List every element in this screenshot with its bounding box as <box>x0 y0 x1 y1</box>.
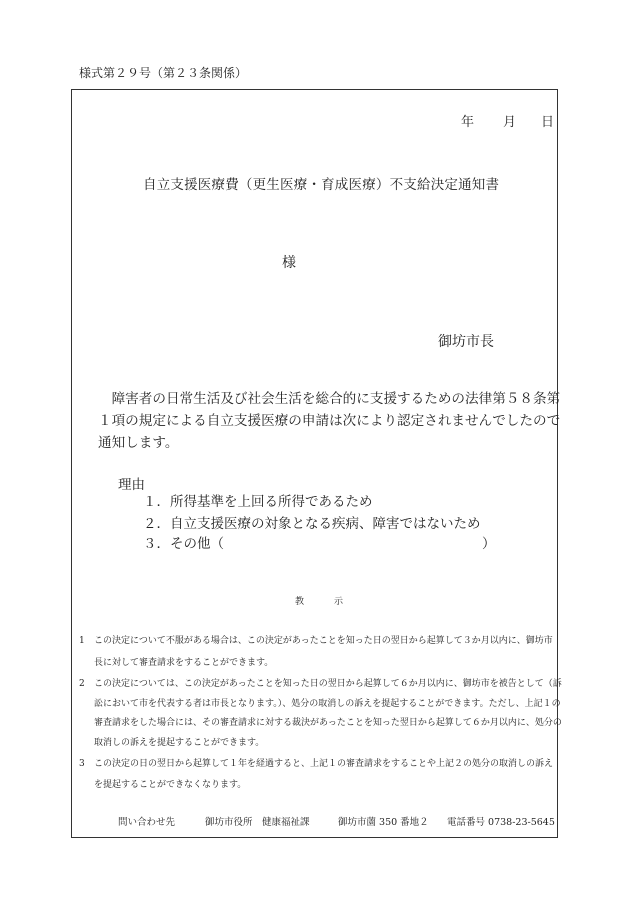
notice-body <box>98 388 563 454</box>
inquiry-address: 御坊市薗 350 番地２ <box>338 817 429 828</box>
note-number: 1 <box>79 636 85 646</box>
notice-body-line: 障害者の日常生活及び社会生活を総合的に支援するための法律第５８条第 <box>98 391 561 407</box>
date-year-label: 年 <box>461 115 475 130</box>
inquiry-office: 御坊市役所 健康福祉課 <box>205 817 310 828</box>
instruction-note <box>79 756 553 769</box>
note-number: 3 <box>79 759 85 769</box>
instruction-note-cont: 審査請求をした場合には、その審査請求に対する裁決があったことを知った翌日から起算して６か月以内に、処分の <box>94 718 562 728</box>
instruction-note-cont: を提起することができなくなります。 <box>94 780 247 790</box>
reason-item: ２．自立支援医療の対象となる疾病、障害ではないため <box>143 516 481 532</box>
note-line: この決定について不服がある場合は、この決定があったことを知った日の翌日から起算して３か月以内に、御坊市 <box>94 636 553 646</box>
date-day-label: 日 <box>541 115 555 130</box>
reason-item: ３．その他（ <box>143 536 224 552</box>
reason-other-close: ） <box>482 536 496 552</box>
form-number-label: 様式第２９号（第２３条関係） <box>79 66 248 80</box>
instruction-note-cont: 訟において市を代表する者は市長となります。）、処分の取消しの訴えを提起することができます。ただし、上記１の <box>94 699 561 709</box>
notice-body-line: 通知します。 <box>98 435 179 451</box>
date-month-label: 月 <box>503 115 517 130</box>
notice-body-line: １項の規定による自立支援医療の申請は次により認定されませんでしたので <box>98 413 561 429</box>
note-line: この決定の日の翌日から起算して１年を経過すると、上記１の審査請求をすることや上記２の処分の取消しの訴え <box>94 759 554 769</box>
instruction-note-cont: 長に対して審査請求をすることができます。 <box>94 658 274 668</box>
reason-heading: 理由 <box>118 477 145 493</box>
instruction-note <box>79 676 562 689</box>
instruction-note <box>79 633 553 646</box>
inquiry-label: 問い合わせ先 <box>118 817 176 828</box>
instruction-heading: 教示 <box>295 597 374 607</box>
reason-item: １．所得基準を上回る所得であるため <box>143 494 373 510</box>
issuer-name: 御坊市長 <box>438 334 494 350</box>
instruction-note-cont: 取消しの訴えを提起することができます。 <box>94 738 265 748</box>
addressee-suffix: 様 <box>282 255 296 271</box>
note-number: 2 <box>79 679 85 689</box>
note-line: この決定については、この決定があったことを知った日の翌日から起算して６か月以内に、御坊市を被告として（訴 <box>94 679 562 689</box>
inquiry-phone: 電話番号 0738-23-5645 <box>447 817 555 828</box>
document-title: 自立支援医療費（更生医療・育成医療）不支給決定通知書 <box>143 177 500 193</box>
